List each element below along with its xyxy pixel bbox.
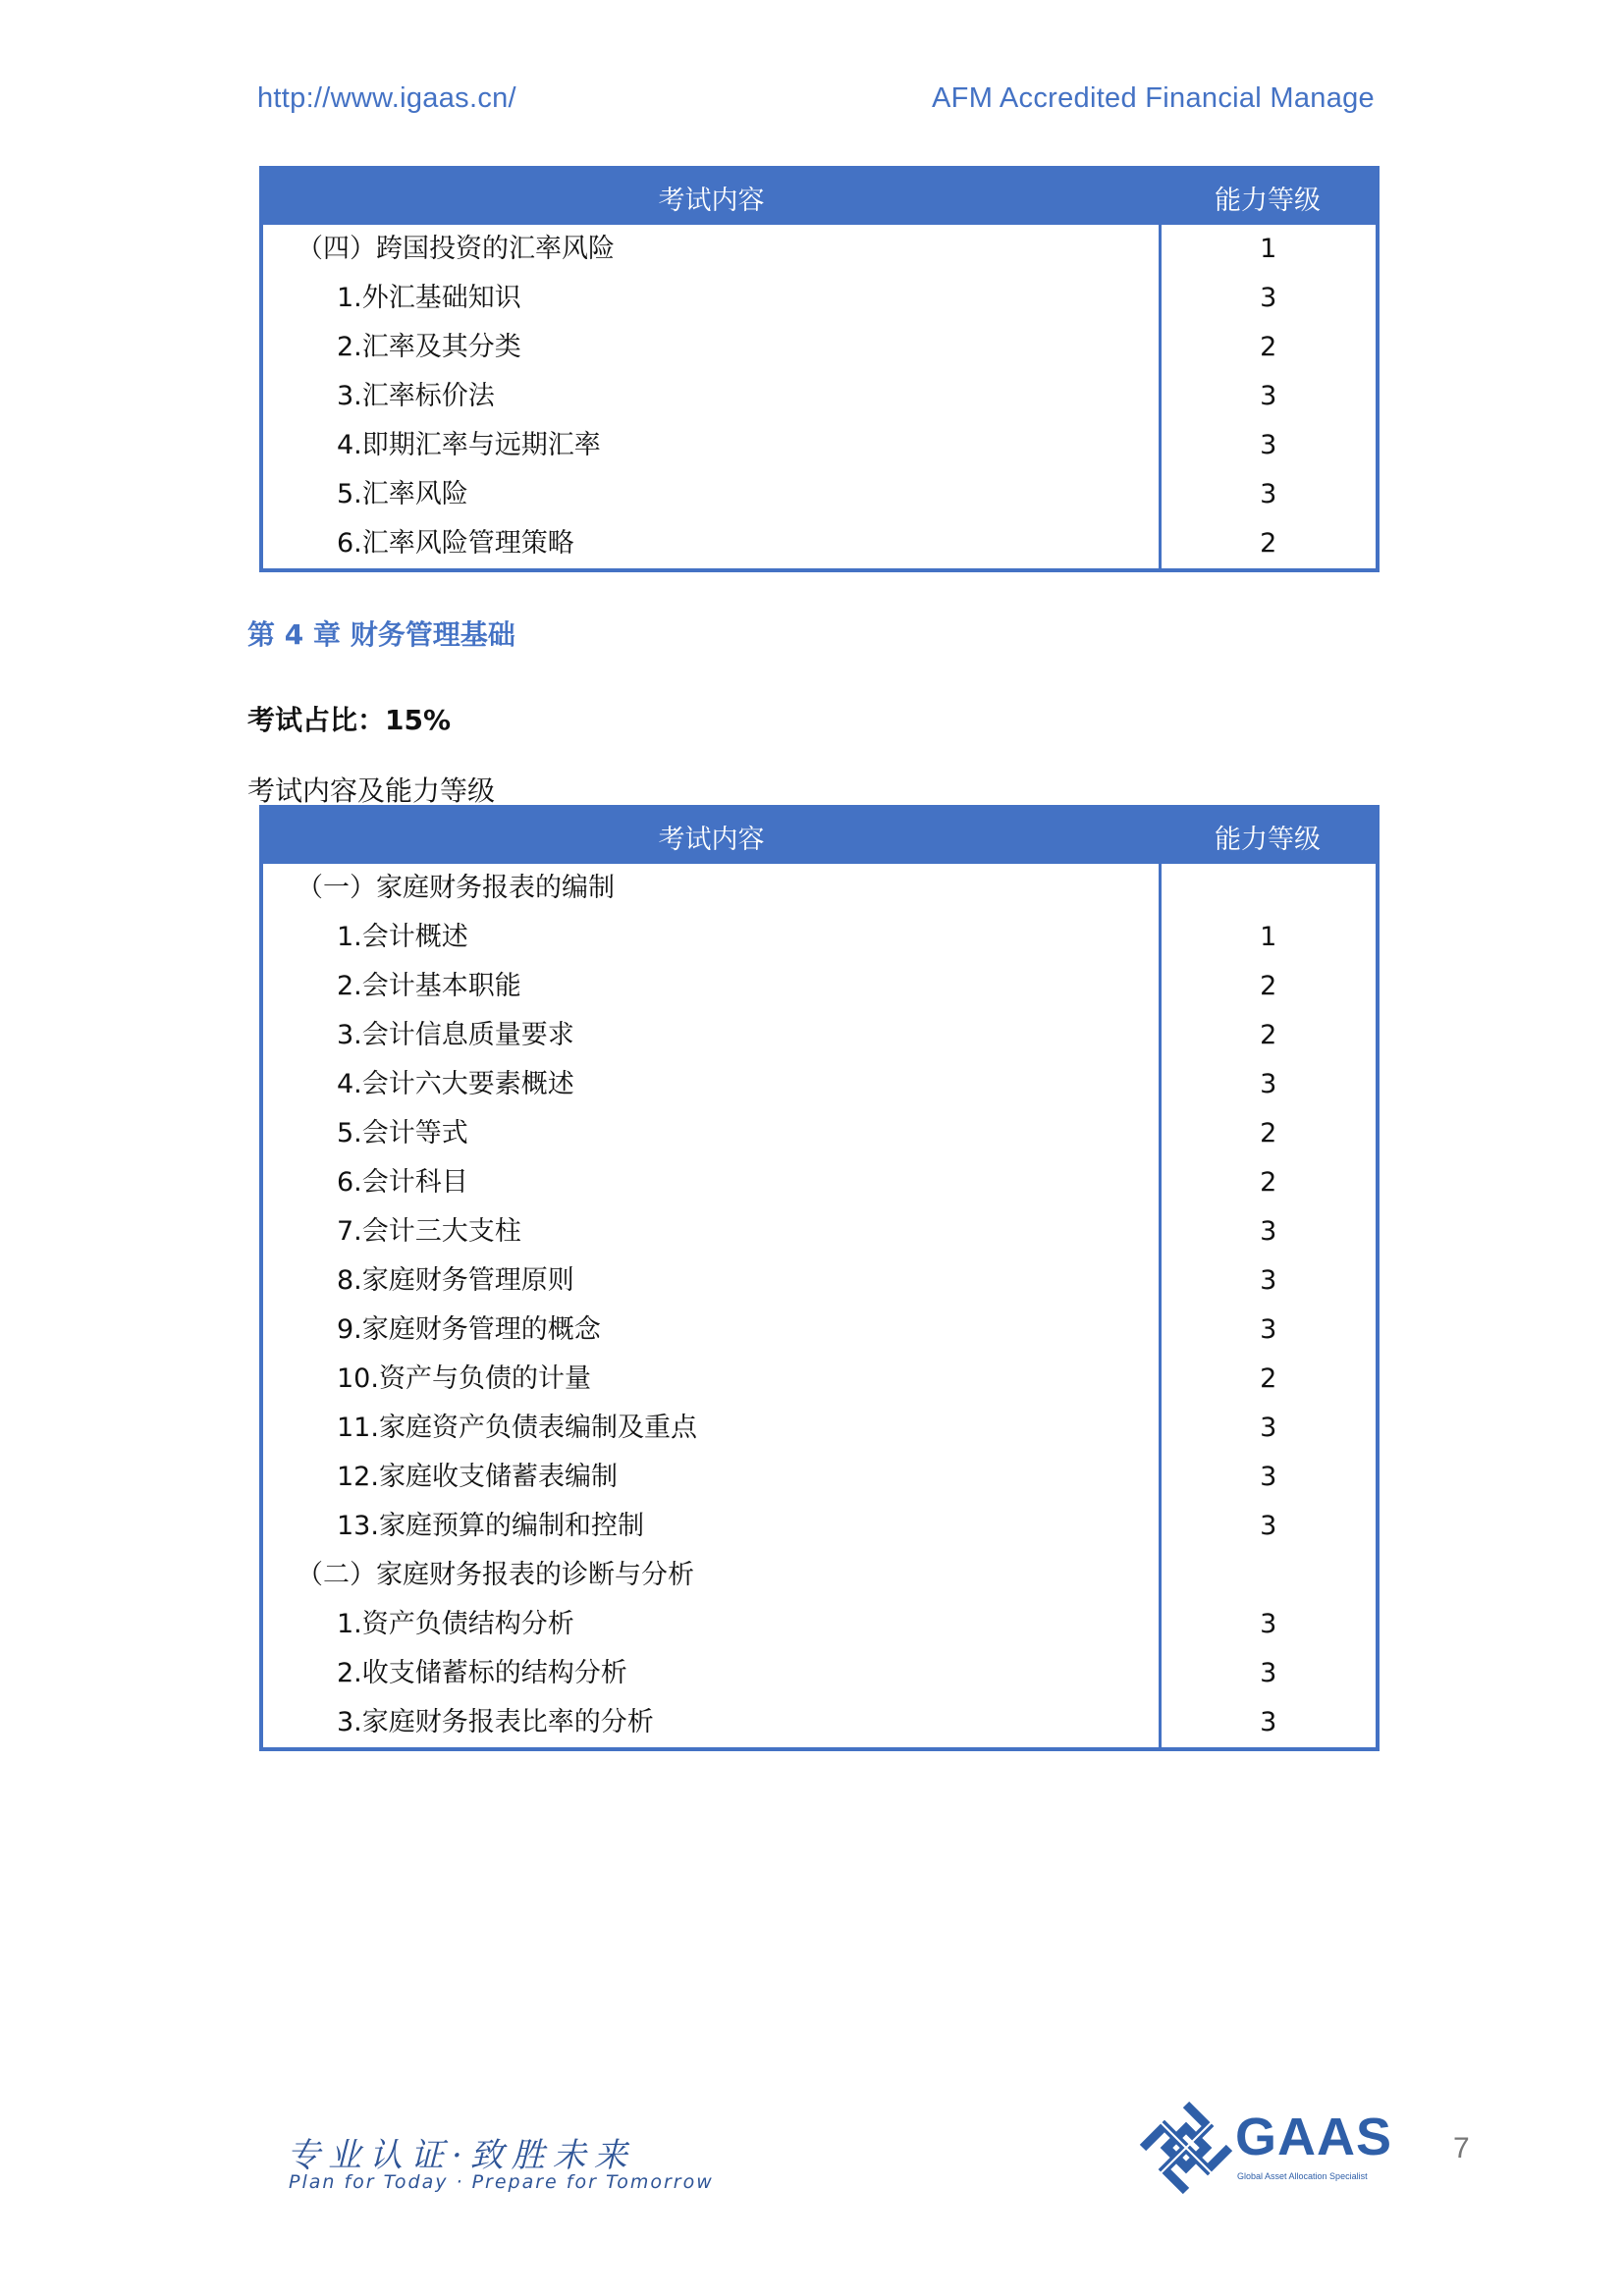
column-header-level: 能力等级 xyxy=(1160,168,1378,225)
item-label: 10.资产与负债的计量 xyxy=(261,1355,1160,1404)
table-row xyxy=(261,1453,1378,1502)
ability-level: 2 xyxy=(1260,1020,1277,1050)
logo-text: GAAS xyxy=(1235,2108,1393,2166)
logo-subtitle: Global Asset Allocation Specialist xyxy=(1237,2171,1368,2181)
item-label: 4.会计六大要素概述 xyxy=(261,1060,1160,1109)
ability-level: 3 xyxy=(1260,283,1277,313)
table-row xyxy=(261,1158,1378,1207)
item-label: 2.会计基本职能 xyxy=(261,962,1160,1011)
item-label: 1.外汇基础知识 xyxy=(261,274,1160,323)
section-label: （四）跨国投资的汇率风险 xyxy=(261,225,1160,274)
table-row xyxy=(261,1404,1378,1453)
section-label: （一）家庭财务报表的编制 xyxy=(261,864,1160,913)
table-row xyxy=(261,913,1378,962)
table-section-row xyxy=(261,864,1378,913)
table-row xyxy=(261,1256,1378,1306)
item-label: 3.会计信息质量要求 xyxy=(261,1011,1160,1060)
ability-level: 1 xyxy=(1260,922,1277,952)
ability-level: 2 xyxy=(1260,1118,1277,1148)
ability-level: 2 xyxy=(1260,528,1277,559)
table-row xyxy=(261,323,1378,372)
ability-level: 3 xyxy=(1260,1658,1277,1688)
gaas-logo xyxy=(1139,2101,1393,2199)
table-row xyxy=(261,372,1378,421)
table-row xyxy=(261,1600,1378,1649)
syllabus-table-2 xyxy=(259,805,1380,1751)
item-label: 7.会计三大支柱 xyxy=(261,1207,1160,1256)
table-row xyxy=(261,1207,1378,1256)
column-header-level: 能力等级 xyxy=(1160,807,1378,864)
item-label: 1.会计概述 xyxy=(261,913,1160,962)
item-label: 2.收支储蓄标的结构分析 xyxy=(261,1649,1160,1698)
table-row xyxy=(261,1011,1378,1060)
footer-slogan-en: Plan for Today · Prepare for Tomorrow xyxy=(289,2171,714,2193)
table-row xyxy=(261,519,1378,570)
section-subtitle: 考试内容及能力等级 xyxy=(247,774,496,807)
ability-level: 1 xyxy=(1260,234,1277,264)
item-label: 8.家庭财务管理原则 xyxy=(261,1256,1160,1306)
table-row xyxy=(261,470,1378,519)
item-label: 3.汇率标价法 xyxy=(261,372,1160,421)
ability-level: 3 xyxy=(1260,1707,1277,1737)
item-label: 3.家庭财务报表比率的分析 xyxy=(261,1698,1160,1749)
table-row xyxy=(261,274,1378,323)
ability-level: 3 xyxy=(1260,1314,1277,1345)
ability-level: 2 xyxy=(1260,332,1277,362)
ability-level xyxy=(1160,864,1378,913)
gaas-emblem-icon xyxy=(1139,2101,1233,2195)
item-label: 12.家庭收支储蓄表编制 xyxy=(261,1453,1160,1502)
column-header-content: 考试内容 xyxy=(261,168,1160,225)
ability-level: 3 xyxy=(1260,1069,1277,1099)
page-number: 7 xyxy=(1453,2132,1470,2164)
header-url-link[interactable]: http://www.igaas.cn/ xyxy=(257,82,516,114)
ability-level: 3 xyxy=(1260,479,1277,509)
table-row xyxy=(261,1060,1378,1109)
ability-level: 3 xyxy=(1260,1216,1277,1247)
ability-level: 3 xyxy=(1260,1609,1277,1639)
table-row xyxy=(261,1355,1378,1404)
header-title: AFM Accredited Financial Manage xyxy=(932,82,1375,114)
table-row xyxy=(261,1649,1378,1698)
table-row xyxy=(261,1698,1378,1749)
item-label: 13.家庭预算的编制和控制 xyxy=(261,1502,1160,1551)
item-label: 9.家庭财务管理的概念 xyxy=(261,1306,1160,1355)
ability-level: 3 xyxy=(1260,381,1277,411)
item-label: 6.会计科目 xyxy=(261,1158,1160,1207)
item-label: 11.家庭资产负债表编制及重点 xyxy=(261,1404,1160,1453)
ability-level: 3 xyxy=(1260,1413,1277,1443)
table-section-row xyxy=(261,1551,1378,1600)
ability-level: 2 xyxy=(1260,1363,1277,1394)
ability-level: 3 xyxy=(1260,430,1277,460)
item-label: 1.资产负债结构分析 xyxy=(261,1600,1160,1649)
table-row xyxy=(261,1502,1378,1551)
item-label: 5.会计等式 xyxy=(261,1109,1160,1158)
table-header-row xyxy=(261,168,1378,225)
ability-level: 3 xyxy=(1260,1265,1277,1296)
chapter-title: 第 4 章 财务管理基础 xyxy=(247,618,515,651)
ability-level: 3 xyxy=(1260,1511,1277,1541)
ability-level: 2 xyxy=(1260,971,1277,1001)
table-row xyxy=(261,1306,1378,1355)
ability-level xyxy=(1160,1551,1378,1600)
item-label: 4.即期汇率与远期汇率 xyxy=(261,421,1160,470)
ability-level: 3 xyxy=(1260,1462,1277,1492)
item-label: 5.汇率风险 xyxy=(261,470,1160,519)
item-label: 6.汇率风险管理策略 xyxy=(261,519,1160,570)
syllabus-table-1 xyxy=(259,166,1380,572)
item-label: 2.汇率及其分类 xyxy=(261,323,1160,372)
table-row xyxy=(261,421,1378,470)
exam-ratio: 考试占比：15% xyxy=(247,704,452,736)
table-row xyxy=(261,1109,1378,1158)
table-header-row xyxy=(261,807,1378,864)
column-header-content: 考试内容 xyxy=(261,807,1160,864)
section-label: （二）家庭财务报表的诊断与分析 xyxy=(261,1551,1160,1600)
table-row xyxy=(261,962,1378,1011)
ability-level: 2 xyxy=(1260,1167,1277,1198)
table-section-row xyxy=(261,225,1378,274)
footer-slogan-cn: 专业认证·致胜未来 xyxy=(287,2136,635,2175)
